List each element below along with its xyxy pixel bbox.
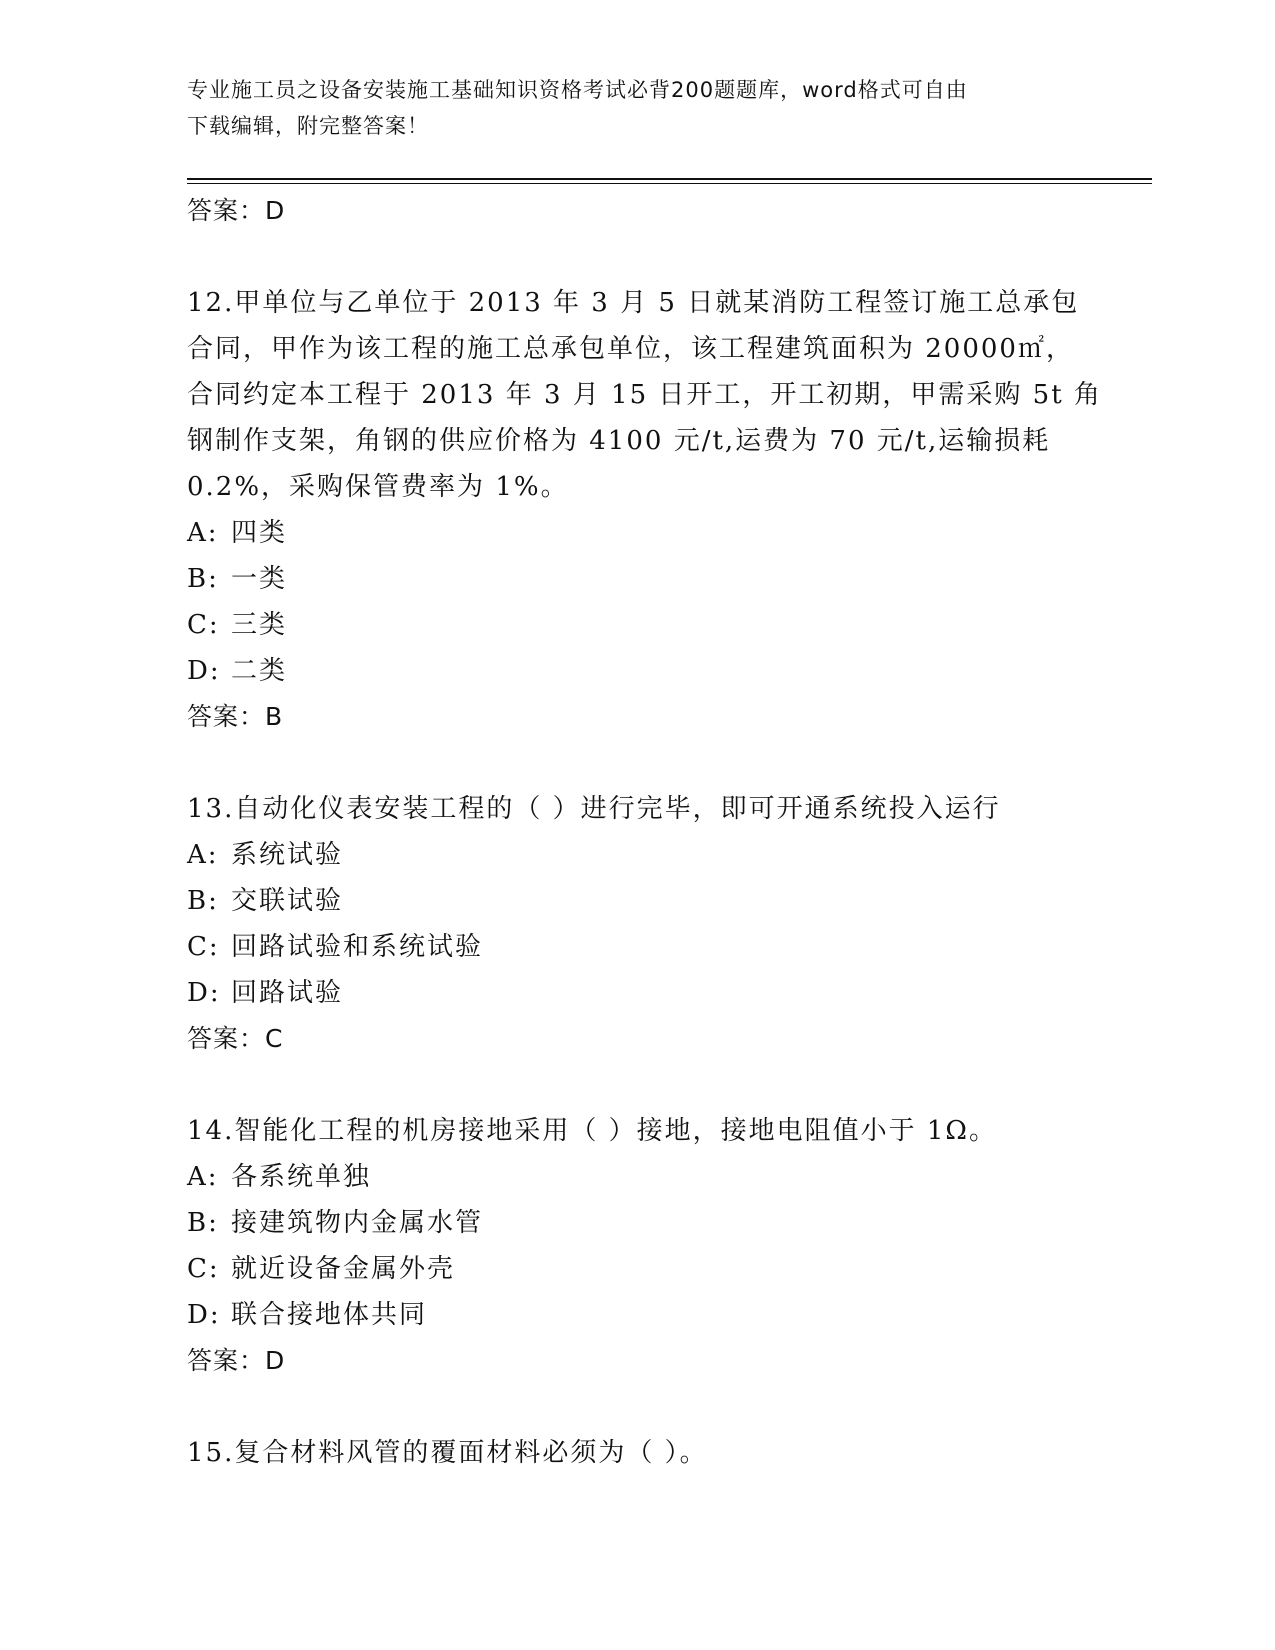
option-key: A: [187,1162,219,1192]
header-rule-thick [187,178,1152,180]
option-a [187,832,1087,878]
option-b [187,878,1087,924]
option-b [187,556,1087,602]
header-line-2: 下载编辑，附完整答案！ [187,114,429,138]
question-line: 13.自动化仪表安装工程的（ ）进行完毕，即可开通系统投入运行 [187,794,1001,824]
option-key: C: [187,932,220,962]
option-key: B: [187,1208,219,1238]
option-b [187,1200,1087,1246]
option-key: D: [187,1300,221,1330]
option-text: 回路试验和系统试验 [231,932,484,962]
answer: 答案：C [187,1024,284,1053]
option-a [187,1154,1087,1200]
option-text: 系统试验 [231,840,344,870]
option-d [187,648,1087,694]
question-line: 14.智能化工程的机房接地采用（ ）接地，接地电阻值小于 1Ω。 [187,1116,997,1146]
option-c [187,924,1087,970]
option-text: 四类 [231,518,288,548]
option-key: D: [187,978,221,1008]
option-key: C: [187,610,220,640]
option-key: B: [187,564,219,594]
option-a [187,510,1087,556]
option-key: C: [187,1254,220,1284]
option-text: 联合接地体共同 [231,1300,428,1330]
question-12 [187,280,1102,740]
header-line-1: 专业施工员之设备安装施工基础知识资格考试必背200题题库，word格式可自由 [187,78,968,102]
question-line: 12.甲单位与乙单位于 2013 年 3 月 5 日就某消防工程签订施工总承包 [187,288,1080,318]
option-d [187,970,1087,1016]
option-text: 一类 [231,564,288,594]
option-text: 就近设备金属外壳 [231,1254,456,1284]
option-text: 接建筑物内金属水管 [231,1208,484,1238]
answer: 答案：B [187,702,284,731]
question-15 [187,1430,1087,1476]
question-13 [187,786,1087,1062]
question-line: 15.复合材料风管的覆面材料必须为（ ）。 [187,1438,708,1468]
question-text [187,280,1102,510]
option-text: 二类 [231,656,288,686]
question-line: 钢制作支架，角钢的供应价格为 4100 元/t,运费为 70 元/t,运输损耗 [187,426,1051,456]
question-14 [187,1108,1087,1384]
option-text: 回路试验 [231,978,344,1008]
question-list [187,188,1102,1476]
question-line: 合同，甲作为该工程的施工总承包单位，该工程建筑面积为 20000㎡， [187,334,1074,364]
option-key: B: [187,886,219,916]
option-c [187,602,1087,648]
option-text: 交联试验 [231,886,344,916]
option-text: 各系统单独 [231,1162,372,1192]
option-d [187,1292,1087,1338]
question-line: 合同约定本工程于 2013 年 3 月 15 日开工，开工初期，甲需采购 5t 角 [187,380,1102,410]
question-text [187,1108,1087,1154]
option-c [187,1246,1087,1292]
document-header [187,72,1087,144]
option-key: A: [187,518,219,548]
option-text: 三类 [231,610,288,640]
option-key: A: [187,840,219,870]
previous-answer: 答案：D [187,196,286,225]
answer: 答案：D [187,1346,286,1375]
question-text [187,786,1087,832]
option-key: D: [187,656,221,686]
question-text [187,1430,1087,1476]
header-rule-thin [187,183,1152,184]
question-line: 0.2%，采购保管费率为 1%。 [187,472,569,502]
